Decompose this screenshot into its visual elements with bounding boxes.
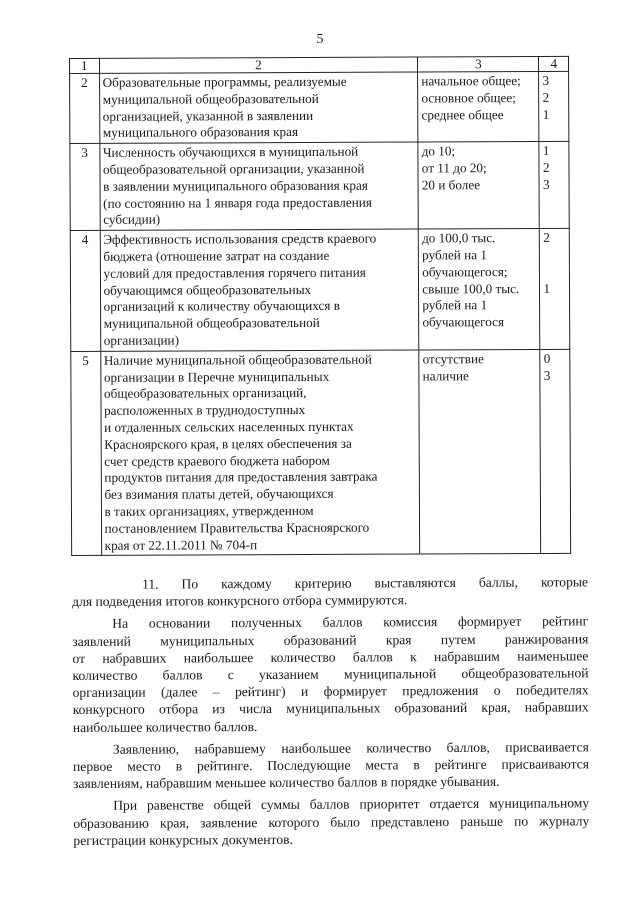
criterion-line: в заявлении муниципального образования края [103, 177, 368, 194]
points-line: 2 [542, 89, 550, 105]
paragraph-line: При равенстве общей суммы баллов приоритет отдается муниципальному [113, 795, 590, 814]
criterion-cell [99, 142, 418, 230]
points-line [543, 247, 566, 264]
paragraph [73, 795, 589, 849]
criterion-line: условий для предоставления горячего питания [103, 264, 366, 281]
column-header: 4 [539, 56, 569, 71]
paragraph-line: организации (далее – рейтинг) и формирует предложения о победителях [72, 682, 589, 701]
criterion-line: муниципальной общеобразовательной [103, 315, 320, 332]
criterion-line: Наличие муниципальной общеобразовательной [103, 351, 372, 368]
paragraph-line: образованию края, заявление которого было представлено раньше по журналу [73, 812, 590, 831]
value-cell [419, 229, 541, 350]
value-line: наличие [422, 367, 469, 384]
paragraph-line: Заявлению, набравшему наибольшее количество баллов, присваивается [112, 739, 589, 757]
criterion-line: и отдаленных сельских населенных пунктах [104, 418, 354, 435]
body-text [72, 573, 589, 854]
value-line: от 11 до 20; [421, 160, 487, 176]
paragraph-line: регистрации конкурсных документов. [73, 831, 293, 848]
table-row [70, 142, 569, 231]
points-line: 3 [543, 367, 551, 383]
criterion-line: организации) [103, 332, 179, 348]
paragraph-line: первое место в рейтинге. Последующие места в рейтинге присваиваются [72, 756, 590, 775]
points-cell [540, 228, 570, 349]
column-header: 3 [418, 56, 539, 72]
points-cell [540, 349, 570, 554]
criterion-line: муниципальной общеобразовательной [102, 90, 319, 107]
criterion-cell [99, 72, 418, 144]
value-line: свыше 100,0 тыс. [422, 280, 520, 297]
criterion-line: Эффективность использования средств краевого [103, 230, 377, 248]
paragraph-line: заявлений муниципальных образований края путем ранжирования [72, 630, 589, 649]
criterion-cell [100, 350, 420, 556]
points-line: 1 [542, 143, 550, 159]
paragraph-line: конкурсного отбора из числа муниципальных образований края, набравших [72, 699, 589, 718]
value-line: среднее общее [421, 106, 504, 123]
value-line: начальное общее; [421, 73, 521, 89]
criterion-line: постановлением Правительства Красноярского [104, 519, 370, 536]
criterion-line: продуктов питания для предоставления завтрака [104, 468, 378, 486]
table-row [70, 228, 570, 351]
paragraph [73, 738, 589, 792]
criterion-line: субсидии) [103, 211, 161, 228]
criterion-line: (по состоянию на 1 января года предоставления [103, 194, 372, 211]
criterion-line: в таких организациях, утвержденном [104, 502, 314, 519]
criterion-line: организацией, указанной в заявлении [102, 107, 314, 124]
points-line: 1 [542, 106, 550, 122]
paragraph-line: заявлениям, набравшим меньшее количество баллов в порядке убывания. [73, 773, 500, 792]
row-number: 4 [70, 231, 100, 352]
row-number: 3 [70, 144, 100, 231]
points-line: 2 [542, 159, 550, 175]
criterion-cell [100, 229, 419, 351]
criterion-line: обучающимся общеобразовательных [103, 281, 312, 298]
paragraph-line: наибольшее количество баллов. [72, 718, 258, 735]
criterion-line: без взимания платы детей, обучающихся [104, 485, 334, 502]
points-line [543, 264, 566, 281]
criterion-line: расположенных в труднодоступных [104, 402, 306, 418]
criterion-line: края от 22.11.2011 № 704-п [104, 536, 258, 553]
value-line: обучающегося [422, 314, 505, 330]
value-line: до 10; [421, 143, 456, 159]
column-header: 2 [99, 57, 418, 73]
points-line: 1 [543, 280, 551, 296]
criterion-line: счет средств краевого бюджета набором [104, 452, 330, 469]
criterion-line: Численность обучающихся в муниципальной [102, 143, 359, 161]
value-line: рублей на 1 [422, 297, 488, 313]
row-number: 2 [70, 73, 100, 143]
value-cell [418, 142, 540, 230]
table-body [70, 71, 571, 555]
points-line: 3 [542, 72, 550, 88]
criteria-table [69, 56, 571, 556]
paragraph [72, 573, 588, 610]
points-cell [539, 71, 569, 141]
paragraph-line: количество баллов с указанием муниципальной общеобразовательной [72, 665, 589, 684]
criterion-line: бюджета (отношение затрат на создание [103, 247, 330, 264]
criterion-line: муниципального образования края [102, 124, 299, 141]
value-line: обучающегося; [422, 263, 508, 280]
value-cell [418, 71, 539, 142]
criterion-line: общеобразовательной организации, указанной [102, 160, 365, 177]
paragraph-line: На основании полученных баллов комиссия формирует рейтинг [112, 613, 589, 632]
criterion-line: общеобразовательных организаций, [103, 385, 307, 402]
paragraph-line: для подведения итогов конкурсного отбора суммируются. [72, 592, 408, 610]
column-header: 1 [70, 58, 100, 73]
value-line: до 100,0 тыс. [422, 230, 496, 246]
value-cell [419, 349, 541, 554]
paragraph-line: 11. По каждому критерию выставляются баллы, которые [142, 574, 589, 592]
points-line: 3 [542, 176, 550, 192]
row-number: 5 [71, 351, 101, 556]
value-line: 20 и более [421, 176, 481, 193]
table-row [70, 71, 569, 143]
value-line: рублей на 1 [422, 247, 487, 263]
value-line: отсутствие [422, 350, 484, 367]
points-line: 2 [543, 230, 550, 246]
criterion-line: организации в Перечне муниципальных [103, 368, 330, 385]
paragraph-line: от набравших наибольшее количество баллов к набравшим наименьшее [72, 648, 589, 666]
criterion-line: организаций к количеству обучающихся в [103, 298, 340, 315]
value-line: основное общее; [421, 89, 516, 106]
points-cell [539, 142, 569, 229]
criterion-line: Красноярского края, в целях обеспечения за [104, 435, 352, 452]
table-row [71, 349, 571, 556]
criterion-line: Образовательные программы, реализуемые [102, 73, 347, 90]
points-line: 0 [543, 350, 551, 366]
page-number: 5 [316, 32, 324, 47]
paragraph [72, 613, 589, 736]
